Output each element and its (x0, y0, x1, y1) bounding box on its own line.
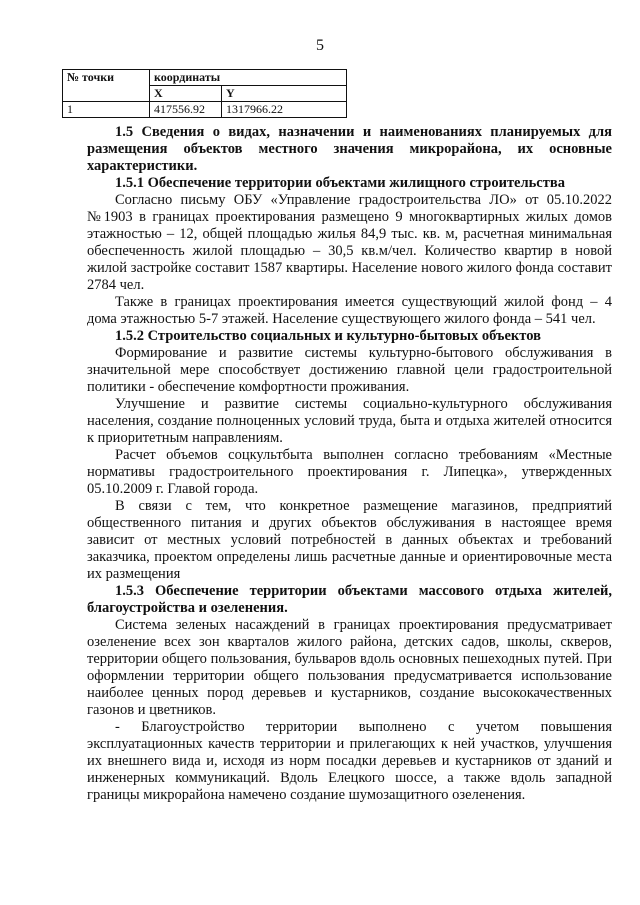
paragraph: Также в границах проектирования имеется существующий жилой фонд – 4 дома этажностью 5-7 этажей. Население существующего жилого фонда – 541 чел. (87, 294, 612, 327)
section-heading-1-5: 1.5 Сведения о видах, назначении и наименованиях планируемых для размещения объектов местного значения микрорайона, их основные характеристики. (87, 124, 612, 174)
header-coordinates: координаты (150, 70, 347, 86)
subsection-heading-1-5-3: 1.5.3 Обеспечение территории объектами массового отдыха жителей, благоустройства и озеленения. (87, 583, 612, 616)
paragraph: Система зеленых насаждений в границах проектирования предусматривает озеленение всех зон кварталов жилого района, детских садов, школы, скверов, территории общего пользования, бульваров вдоль основных пешеходных путей. При оформлении территории общего пользования предусматривается использование наиболее ценных пород деревьев и кустарников, создание высококачественных газонов и цветников. (87, 617, 612, 718)
cell-x: 417556.92 (150, 102, 222, 118)
paragraph: Согласно письму ОБУ «Управление градостроительства ЛО» от 05.10.2022 №1903 в границах проектирования размещено 9 многоквартирных жилых домов этажностью – 12, общей площадью жилья 84,9 тыс. кв. м, расчетная минимальная обеспеченность жилой площадью – 30,5 кв.м/чел. Количество квартир в новой жилой застройке составит 1587 квартиры. Население нового жилого фонда составит 2784 чел. (87, 192, 612, 293)
header-y: Y (222, 86, 347, 102)
body-text (87, 124, 612, 804)
coordinates-table (62, 69, 347, 118)
paragraph: - Благоустройство территории выполнено с учетом повышения эксплуатационных качеств территории и прилегающих к ней участков, улучшения их внешнего вида и, исходя из норм посадки деревьев и кустарников от зданий и инженерных коммуникаций. Вдоль Елецкого шоссе, а также вдоль западной границы микрорайона намечено создание шумозащитного озеленения. (87, 719, 612, 803)
paragraph: Формирование и развитие системы культурно-бытового обслуживания в значительной мере способствует достижению главной цели градостроительной политики - обеспечение комфортности проживания. (87, 345, 612, 395)
page-number: 5 (316, 37, 324, 54)
table-row (63, 102, 347, 118)
header-x: X (150, 86, 222, 102)
paragraph: Улучшение и развитие системы социально-культурного обслуживания населения, создание полноценных условий труда, быта и отдыха жителей относится к приоритетным направлениям. (87, 396, 612, 446)
header-point: № точки (63, 70, 150, 102)
paragraph: Расчет объемов соцкультбыта выполнен согласно требованиям «Местные нормативы градостроительного проектирования г. Липецка», утвержденных 05.10.2009 г. Главой города. (87, 447, 612, 497)
cell-point: 1 (63, 102, 150, 118)
paragraph: В связи с тем, что конкретное размещение магазинов, предприятий общественного питания и других объектов обслуживания в настоящее время зависит от местных условий потребностей в данных объектах и требований заказчика, проектом определены лишь расчетные данные и ориентировочные места их размещения (87, 498, 612, 582)
table-header-row (63, 70, 347, 86)
subsection-heading-1-5-2: 1.5.2 Строительство социальных и культурно-бытовых объектов (115, 328, 541, 344)
subsection-heading-1-5-1: 1.5.1 Обеспечение территории объектами жилищного строительства (115, 175, 565, 191)
cell-y: 1317966.22 (222, 102, 347, 118)
